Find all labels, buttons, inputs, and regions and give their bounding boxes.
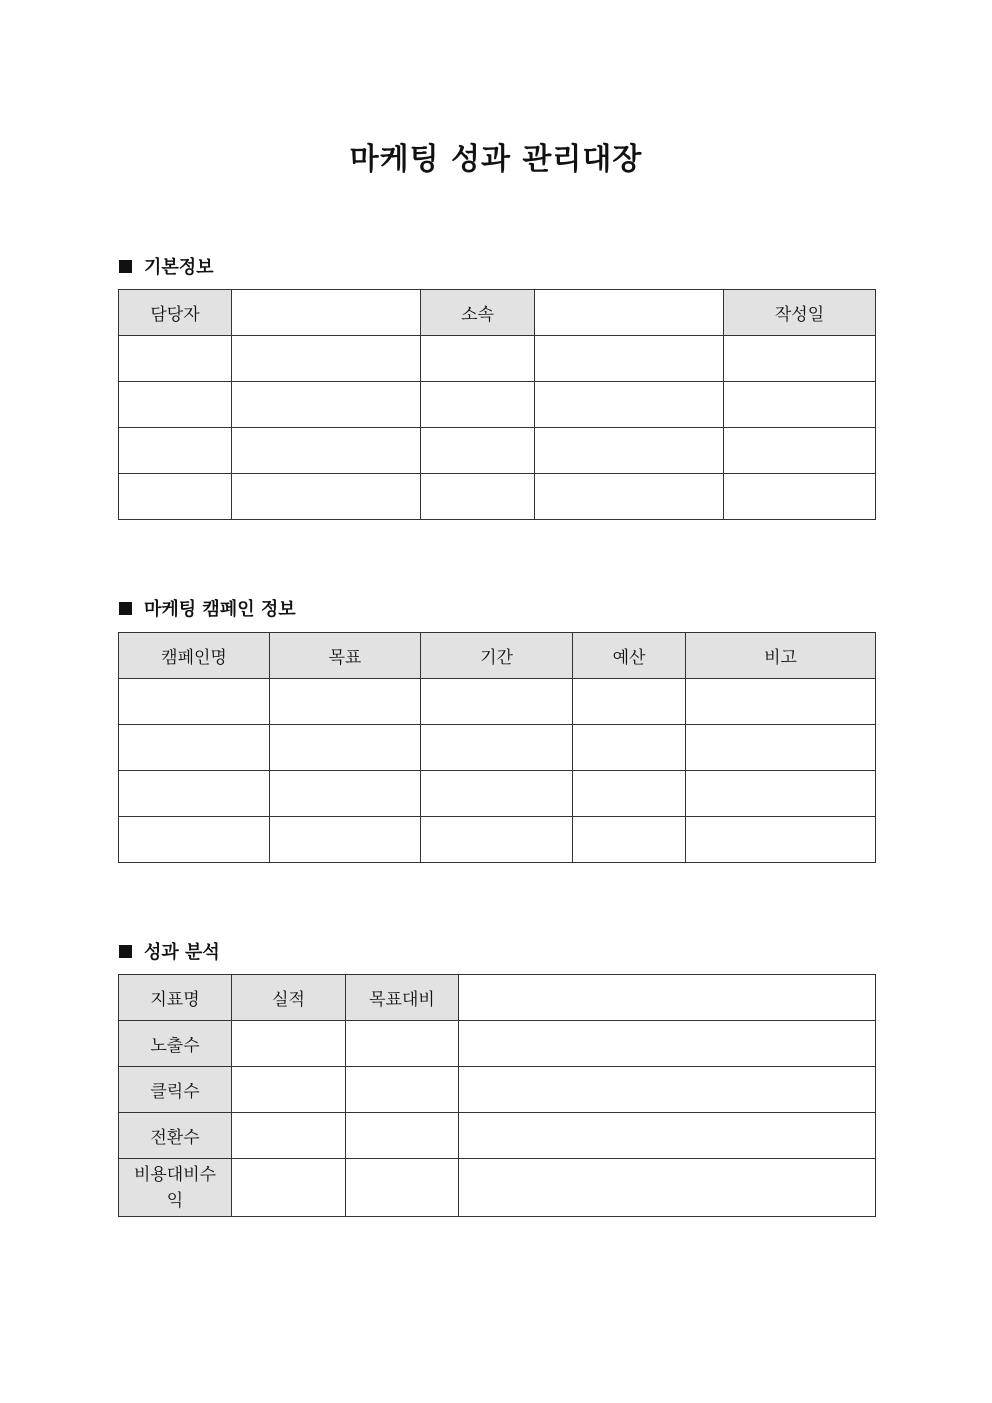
table-cell[interactable] (232, 474, 421, 520)
section-heading-performance (119, 938, 220, 964)
table-cell[interactable] (346, 1021, 459, 1067)
row-label-clicks: 클릭수 (119, 1067, 232, 1113)
table-cell[interactable] (724, 336, 876, 382)
table-cell[interactable] (232, 336, 421, 382)
column-header-notes: 비고 (686, 633, 876, 679)
square-bullet-icon (119, 260, 132, 273)
document-title: 마케팅 성과 관리대장 (349, 142, 643, 177)
table-cell[interactable] (346, 1159, 459, 1217)
section-heading-basic-info (119, 253, 214, 279)
table-cell[interactable] (573, 725, 686, 771)
table-cell[interactable] (119, 771, 270, 817)
table-row (119, 1113, 876, 1159)
table-row (119, 474, 876, 520)
square-bullet-icon (119, 945, 132, 958)
table-cell[interactable] (421, 817, 573, 863)
column-header-metric: 지표명 (119, 975, 232, 1021)
table-header-row (119, 633, 876, 679)
header-cell-date: 작성일 (724, 290, 876, 336)
performance-table (118, 974, 876, 1217)
table-row (119, 336, 876, 382)
table-cell[interactable] (724, 474, 876, 520)
table-cell[interactable] (421, 771, 573, 817)
table-row (119, 679, 876, 725)
table-cell[interactable] (119, 428, 232, 474)
table-header-row (119, 975, 876, 1021)
row-label-roi-text: 비용대비수익 (133, 1164, 217, 1211)
table-cell[interactable] (535, 336, 724, 382)
column-header-actual: 실적 (232, 975, 346, 1021)
table-cell[interactable] (421, 725, 573, 771)
table-row (119, 725, 876, 771)
column-header-campaign-name: 캠페인명 (119, 633, 270, 679)
table-row (119, 1021, 876, 1067)
table-cell[interactable] (346, 1067, 459, 1113)
row-label-conversions: 전환수 (119, 1113, 232, 1159)
table-cell[interactable] (535, 428, 724, 474)
table-cell[interactable] (421, 474, 535, 520)
campaign-info-table (118, 632, 876, 863)
table-cell[interactable] (232, 382, 421, 428)
table-cell[interactable] (270, 817, 421, 863)
table-cell[interactable] (270, 679, 421, 725)
table-cell[interactable] (459, 1113, 876, 1159)
column-header-period: 기간 (421, 633, 573, 679)
table-cell[interactable] (724, 382, 876, 428)
table-cell[interactable] (535, 382, 724, 428)
table-row (119, 428, 876, 474)
table-cell[interactable] (459, 975, 876, 1021)
column-header-budget: 예산 (573, 633, 686, 679)
table-cell[interactable] (573, 817, 686, 863)
column-header-goal: 목표 (270, 633, 421, 679)
table-cell[interactable] (421, 382, 535, 428)
table-cell[interactable] (686, 679, 876, 725)
table-cell[interactable] (119, 817, 270, 863)
table-cell[interactable] (119, 474, 232, 520)
section-heading-campaign-info (119, 595, 296, 621)
column-header-vs-target: 목표대비 (346, 975, 459, 1021)
table-cell[interactable] (119, 725, 270, 771)
row-label-roi (119, 1159, 232, 1217)
table-cell[interactable] (573, 679, 686, 725)
table-cell[interactable] (421, 428, 535, 474)
table-header-row (119, 290, 876, 336)
basic-info-table (118, 289, 876, 520)
table-cell[interactable] (232, 1021, 346, 1067)
table-cell[interactable] (686, 725, 876, 771)
table-cell[interactable] (459, 1021, 876, 1067)
section-heading-label: 기본정보 (144, 257, 214, 278)
header-cell-department: 소속 (421, 290, 535, 336)
table-row (119, 817, 876, 863)
table-cell[interactable] (459, 1159, 876, 1217)
table-cell[interactable] (232, 1113, 346, 1159)
table-cell[interactable] (119, 382, 232, 428)
table-cell[interactable] (573, 771, 686, 817)
table-row (119, 382, 876, 428)
section-heading-label: 마케팅 캠페인 정보 (144, 599, 296, 620)
table-cell[interactable] (535, 474, 724, 520)
input-cell-manager[interactable] (232, 290, 421, 336)
table-cell[interactable] (724, 428, 876, 474)
table-cell[interactable] (119, 336, 232, 382)
table-row (119, 1067, 876, 1113)
table-row (119, 1159, 876, 1217)
square-bullet-icon (119, 602, 132, 615)
table-row (119, 771, 876, 817)
row-label-impressions: 노출수 (119, 1021, 232, 1067)
header-cell-manager: 담당자 (119, 290, 232, 336)
table-cell[interactable] (686, 771, 876, 817)
table-cell[interactable] (270, 725, 421, 771)
table-cell[interactable] (232, 428, 421, 474)
table-cell[interactable] (421, 679, 573, 725)
table-cell[interactable] (686, 817, 876, 863)
table-cell[interactable] (270, 771, 421, 817)
table-cell[interactable] (421, 336, 535, 382)
table-cell[interactable] (232, 1067, 346, 1113)
table-cell[interactable] (459, 1067, 876, 1113)
input-cell-department[interactable] (535, 290, 724, 336)
section-heading-label: 성과 분석 (144, 942, 220, 963)
table-cell[interactable] (346, 1113, 459, 1159)
table-cell[interactable] (232, 1159, 346, 1217)
table-cell[interactable] (119, 679, 270, 725)
